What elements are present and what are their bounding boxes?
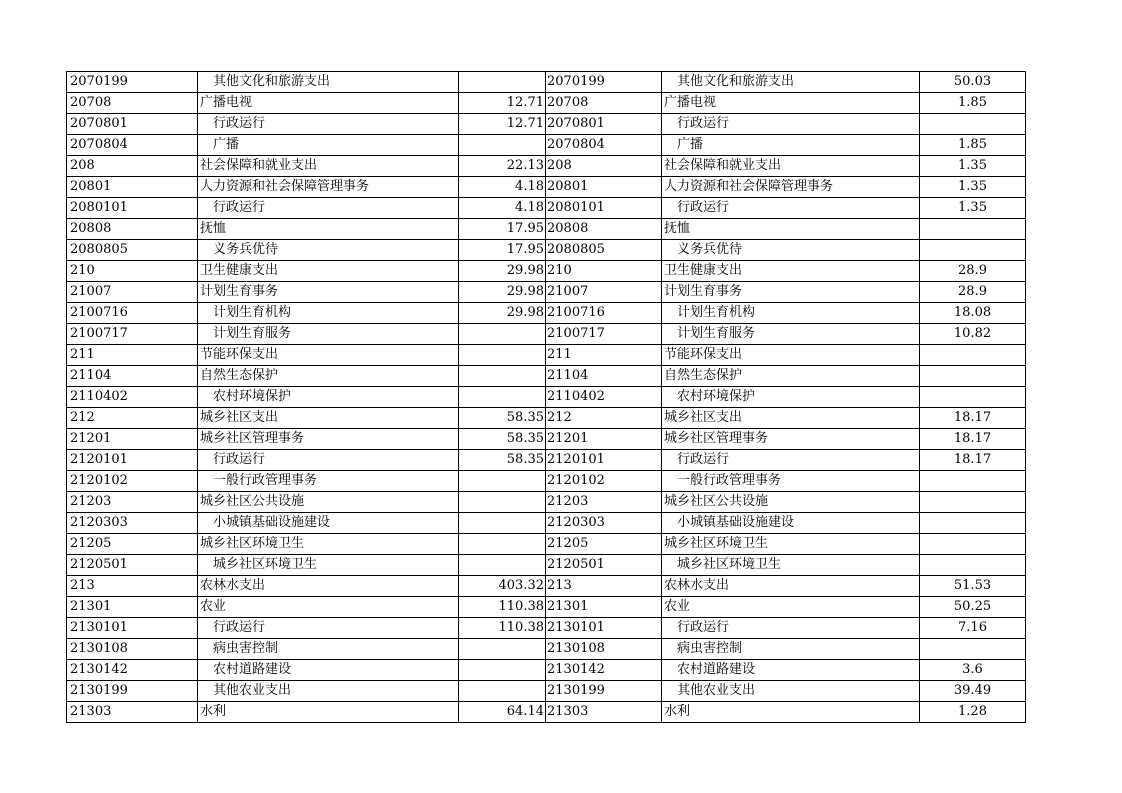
right-code-cell: 2120501 (546, 555, 662, 576)
table-row (67, 114, 1026, 135)
right-amount-cell: 18.17 (920, 429, 1026, 450)
left-code-cell: 208 (67, 156, 198, 177)
right-name-cell: 一般行政管理事务 (662, 471, 920, 492)
left-code-cell: 20708 (67, 93, 198, 114)
left-name-cell: 一般行政管理事务 (198, 471, 459, 492)
right-amount-cell: 50.25 (920, 597, 1026, 618)
left-name-cell: 广播电视 (198, 93, 459, 114)
right-name-cell: 人力资源和社会保障管理事务 (662, 177, 920, 198)
right-code-cell: 213 (546, 576, 662, 597)
right-amount-cell: 7.16 (920, 618, 1026, 639)
table-row (67, 702, 1026, 723)
right-name-cell: 小城镇基础设施建设 (662, 513, 920, 534)
left-name-cell: 小城镇基础设施建设 (198, 513, 459, 534)
right-code-cell: 2070804 (546, 135, 662, 156)
left-code-cell: 210 (67, 261, 198, 282)
table-row (67, 471, 1026, 492)
left-amount-cell: 22.13 (459, 156, 546, 177)
left-name-cell: 农业 (198, 597, 459, 618)
left-code-cell: 21203 (67, 492, 198, 513)
left-code-cell: 211 (67, 345, 198, 366)
right-amount-cell (920, 240, 1026, 261)
right-name-cell: 行政运行 (662, 618, 920, 639)
table-row (67, 219, 1026, 240)
table-body (67, 72, 1026, 723)
right-code-cell: 2120101 (546, 450, 662, 471)
left-code-cell: 21205 (67, 534, 198, 555)
table-row (67, 345, 1026, 366)
left-amount-cell (459, 534, 546, 555)
left-name-cell: 农村环境保护 (198, 387, 459, 408)
left-amount-cell: 110.38 (459, 597, 546, 618)
left-code-cell: 2080101 (67, 198, 198, 219)
right-name-cell: 农村道路建设 (662, 660, 920, 681)
left-amount-cell: 110.38 (459, 618, 546, 639)
right-name-cell: 水利 (662, 702, 920, 723)
right-name-cell: 广播电视 (662, 93, 920, 114)
left-name-cell: 城乡社区管理事务 (198, 429, 459, 450)
right-code-cell: 21303 (546, 702, 662, 723)
right-name-cell: 计划生育机构 (662, 303, 920, 324)
left-amount-cell (459, 513, 546, 534)
right-amount-cell (920, 555, 1026, 576)
left-code-cell: 21201 (67, 429, 198, 450)
right-code-cell: 2100716 (546, 303, 662, 324)
left-code-cell: 2130142 (67, 660, 198, 681)
left-amount-cell: 17.95 (459, 219, 546, 240)
right-code-cell: 208 (546, 156, 662, 177)
left-name-cell: 节能环保支出 (198, 345, 459, 366)
left-amount-cell (459, 681, 546, 702)
right-code-cell: 21104 (546, 366, 662, 387)
right-name-cell: 其他文化和旅游支出 (662, 72, 920, 93)
left-code-cell: 21301 (67, 597, 198, 618)
right-code-cell: 2130142 (546, 660, 662, 681)
left-code-cell: 2120102 (67, 471, 198, 492)
left-name-cell: 计划生育机构 (198, 303, 459, 324)
right-amount-cell (920, 534, 1026, 555)
right-code-cell: 20808 (546, 219, 662, 240)
right-name-cell: 其他农业支出 (662, 681, 920, 702)
left-code-cell: 20801 (67, 177, 198, 198)
right-code-cell: 2070801 (546, 114, 662, 135)
table-row (67, 387, 1026, 408)
right-code-cell: 2120102 (546, 471, 662, 492)
right-name-cell: 农业 (662, 597, 920, 618)
left-name-cell: 计划生育服务 (198, 324, 459, 345)
right-amount-cell (920, 639, 1026, 660)
right-amount-cell (920, 114, 1026, 135)
right-code-cell: 21301 (546, 597, 662, 618)
right-name-cell: 城乡社区支出 (662, 408, 920, 429)
table-row (67, 366, 1026, 387)
left-code-cell: 2130101 (67, 618, 198, 639)
right-code-cell: 2080805 (546, 240, 662, 261)
left-name-cell: 农林水支出 (198, 576, 459, 597)
left-code-cell: 2100716 (67, 303, 198, 324)
table-row (67, 324, 1026, 345)
right-name-cell: 社会保障和就业支出 (662, 156, 920, 177)
right-amount-cell: 1.35 (920, 198, 1026, 219)
right-name-cell: 自然生态保护 (662, 366, 920, 387)
left-code-cell: 21303 (67, 702, 198, 723)
right-code-cell: 2130101 (546, 618, 662, 639)
left-code-cell: 2110402 (67, 387, 198, 408)
right-code-cell: 2110402 (546, 387, 662, 408)
left-code-cell: 213 (67, 576, 198, 597)
left-amount-cell: 4.18 (459, 198, 546, 219)
left-amount-cell (459, 639, 546, 660)
right-amount-cell: 1.85 (920, 135, 1026, 156)
table-row (67, 135, 1026, 156)
left-amount-cell (459, 366, 546, 387)
right-name-cell: 广播 (662, 135, 920, 156)
table-row (67, 303, 1026, 324)
right-amount-cell: 1.85 (920, 93, 1026, 114)
table-row (67, 576, 1026, 597)
left-name-cell: 其他农业支出 (198, 681, 459, 702)
table-row (67, 534, 1026, 555)
right-name-cell: 义务兵优待 (662, 240, 920, 261)
left-amount-cell (459, 387, 546, 408)
left-amount-cell (459, 471, 546, 492)
right-amount-cell: 1.28 (920, 702, 1026, 723)
right-code-cell: 20708 (546, 93, 662, 114)
left-name-cell: 抚恤 (198, 219, 459, 240)
left-code-cell: 2130199 (67, 681, 198, 702)
right-name-cell: 城乡社区管理事务 (662, 429, 920, 450)
table-row (67, 681, 1026, 702)
right-name-cell: 城乡社区环境卫生 (662, 555, 920, 576)
left-amount-cell: 58.35 (459, 450, 546, 471)
right-code-cell: 21203 (546, 492, 662, 513)
left-name-cell: 计划生育事务 (198, 282, 459, 303)
left-amount-cell (459, 492, 546, 513)
table-row (67, 72, 1026, 93)
left-name-cell: 卫生健康支出 (198, 261, 459, 282)
left-amount-cell: 29.98 (459, 303, 546, 324)
right-code-cell: 2080101 (546, 198, 662, 219)
right-name-cell: 计划生育事务 (662, 282, 920, 303)
left-amount-cell: 64.14 (459, 702, 546, 723)
right-code-cell: 212 (546, 408, 662, 429)
table-row (67, 639, 1026, 660)
right-amount-cell: 51.53 (920, 576, 1026, 597)
right-amount-cell (920, 366, 1026, 387)
right-amount-cell: 28.9 (920, 282, 1026, 303)
table-row (67, 93, 1026, 114)
right-code-cell: 21007 (546, 282, 662, 303)
left-code-cell: 2130108 (67, 639, 198, 660)
left-code-cell: 2080805 (67, 240, 198, 261)
right-name-cell: 城乡社区环境卫生 (662, 534, 920, 555)
left-amount-cell: 12.71 (459, 114, 546, 135)
right-code-cell: 210 (546, 261, 662, 282)
table-row (67, 156, 1026, 177)
table-row (67, 198, 1026, 219)
left-name-cell: 城乡社区环境卫生 (198, 534, 459, 555)
table-row (67, 429, 1026, 450)
right-amount-cell (920, 387, 1026, 408)
budget-table (66, 71, 1026, 723)
right-code-cell: 2120303 (546, 513, 662, 534)
right-name-cell: 农林水支出 (662, 576, 920, 597)
left-name-cell: 社会保障和就业支出 (198, 156, 459, 177)
left-name-cell: 广播 (198, 135, 459, 156)
left-name-cell: 水利 (198, 702, 459, 723)
right-name-cell: 节能环保支出 (662, 345, 920, 366)
left-name-cell: 自然生态保护 (198, 366, 459, 387)
right-amount-cell: 18.17 (920, 408, 1026, 429)
right-name-cell: 行政运行 (662, 114, 920, 135)
left-code-cell: 2070804 (67, 135, 198, 156)
left-name-cell: 城乡社区支出 (198, 408, 459, 429)
right-amount-cell: 3.6 (920, 660, 1026, 681)
left-code-cell: 2120501 (67, 555, 198, 576)
right-amount-cell (920, 471, 1026, 492)
right-amount-cell (920, 492, 1026, 513)
left-code-cell: 20808 (67, 219, 198, 240)
left-code-cell: 2100717 (67, 324, 198, 345)
left-name-cell: 农村道路建设 (198, 660, 459, 681)
right-code-cell: 21205 (546, 534, 662, 555)
left-amount-cell: 17.95 (459, 240, 546, 261)
left-amount-cell: 58.35 (459, 408, 546, 429)
right-amount-cell (920, 513, 1026, 534)
right-amount-cell (920, 345, 1026, 366)
right-amount-cell: 39.49 (920, 681, 1026, 702)
table-row (67, 597, 1026, 618)
left-name-cell: 城乡社区环境卫生 (198, 555, 459, 576)
left-amount-cell (459, 135, 546, 156)
table-row (67, 555, 1026, 576)
right-amount-cell: 10.82 (920, 324, 1026, 345)
left-amount-cell: 4.18 (459, 177, 546, 198)
left-name-cell: 行政运行 (198, 198, 459, 219)
right-name-cell: 行政运行 (662, 450, 920, 471)
left-code-cell: 2120303 (67, 513, 198, 534)
table-row (67, 177, 1026, 198)
left-code-cell: 2070801 (67, 114, 198, 135)
left-name-cell: 义务兵优待 (198, 240, 459, 261)
left-amount-cell (459, 345, 546, 366)
right-name-cell: 城乡社区公共设施 (662, 492, 920, 513)
left-code-cell: 2070199 (67, 72, 198, 93)
right-amount-cell (920, 219, 1026, 240)
table-row (67, 261, 1026, 282)
left-amount-cell (459, 555, 546, 576)
left-code-cell: 2120101 (67, 450, 198, 471)
right-amount-cell: 1.35 (920, 156, 1026, 177)
table-row (67, 408, 1026, 429)
right-name-cell: 农村环境保护 (662, 387, 920, 408)
left-amount-cell: 12.71 (459, 93, 546, 114)
table-row (67, 282, 1026, 303)
left-amount-cell (459, 72, 546, 93)
right-name-cell: 卫生健康支出 (662, 261, 920, 282)
right-name-cell: 行政运行 (662, 198, 920, 219)
table-row (67, 513, 1026, 534)
budget-table-sheet (66, 71, 1025, 727)
right-code-cell: 20801 (546, 177, 662, 198)
right-amount-cell: 50.03 (920, 72, 1026, 93)
left-amount-cell (459, 324, 546, 345)
right-code-cell: 2100717 (546, 324, 662, 345)
left-amount-cell: 29.98 (459, 282, 546, 303)
right-code-cell: 2130108 (546, 639, 662, 660)
right-amount-cell: 1.35 (920, 177, 1026, 198)
right-code-cell: 2070199 (546, 72, 662, 93)
left-name-cell: 行政运行 (198, 114, 459, 135)
left-amount-cell: 403.32 (459, 576, 546, 597)
left-code-cell: 212 (67, 408, 198, 429)
left-amount-cell (459, 660, 546, 681)
right-name-cell: 计划生育服务 (662, 324, 920, 345)
table-row (67, 492, 1026, 513)
left-name-cell: 人力资源和社会保障管理事务 (198, 177, 459, 198)
right-name-cell: 病虫害控制 (662, 639, 920, 660)
left-name-cell: 城乡社区公共设施 (198, 492, 459, 513)
right-code-cell: 21201 (546, 429, 662, 450)
left-name-cell: 行政运行 (198, 618, 459, 639)
right-amount-cell: 28.9 (920, 261, 1026, 282)
right-code-cell: 211 (546, 345, 662, 366)
left-code-cell: 21104 (67, 366, 198, 387)
right-amount-cell: 18.08 (920, 303, 1026, 324)
table-row (67, 618, 1026, 639)
left-name-cell: 其他文化和旅游支出 (198, 72, 459, 93)
table-row (67, 240, 1026, 261)
left-code-cell: 21007 (67, 282, 198, 303)
right-code-cell: 2130199 (546, 681, 662, 702)
left-amount-cell: 29.98 (459, 261, 546, 282)
table-row (67, 660, 1026, 681)
left-name-cell: 病虫害控制 (198, 639, 459, 660)
table-row (67, 450, 1026, 471)
left-amount-cell: 58.35 (459, 429, 546, 450)
right-name-cell: 抚恤 (662, 219, 920, 240)
left-name-cell: 行政运行 (198, 450, 459, 471)
right-amount-cell: 18.17 (920, 450, 1026, 471)
